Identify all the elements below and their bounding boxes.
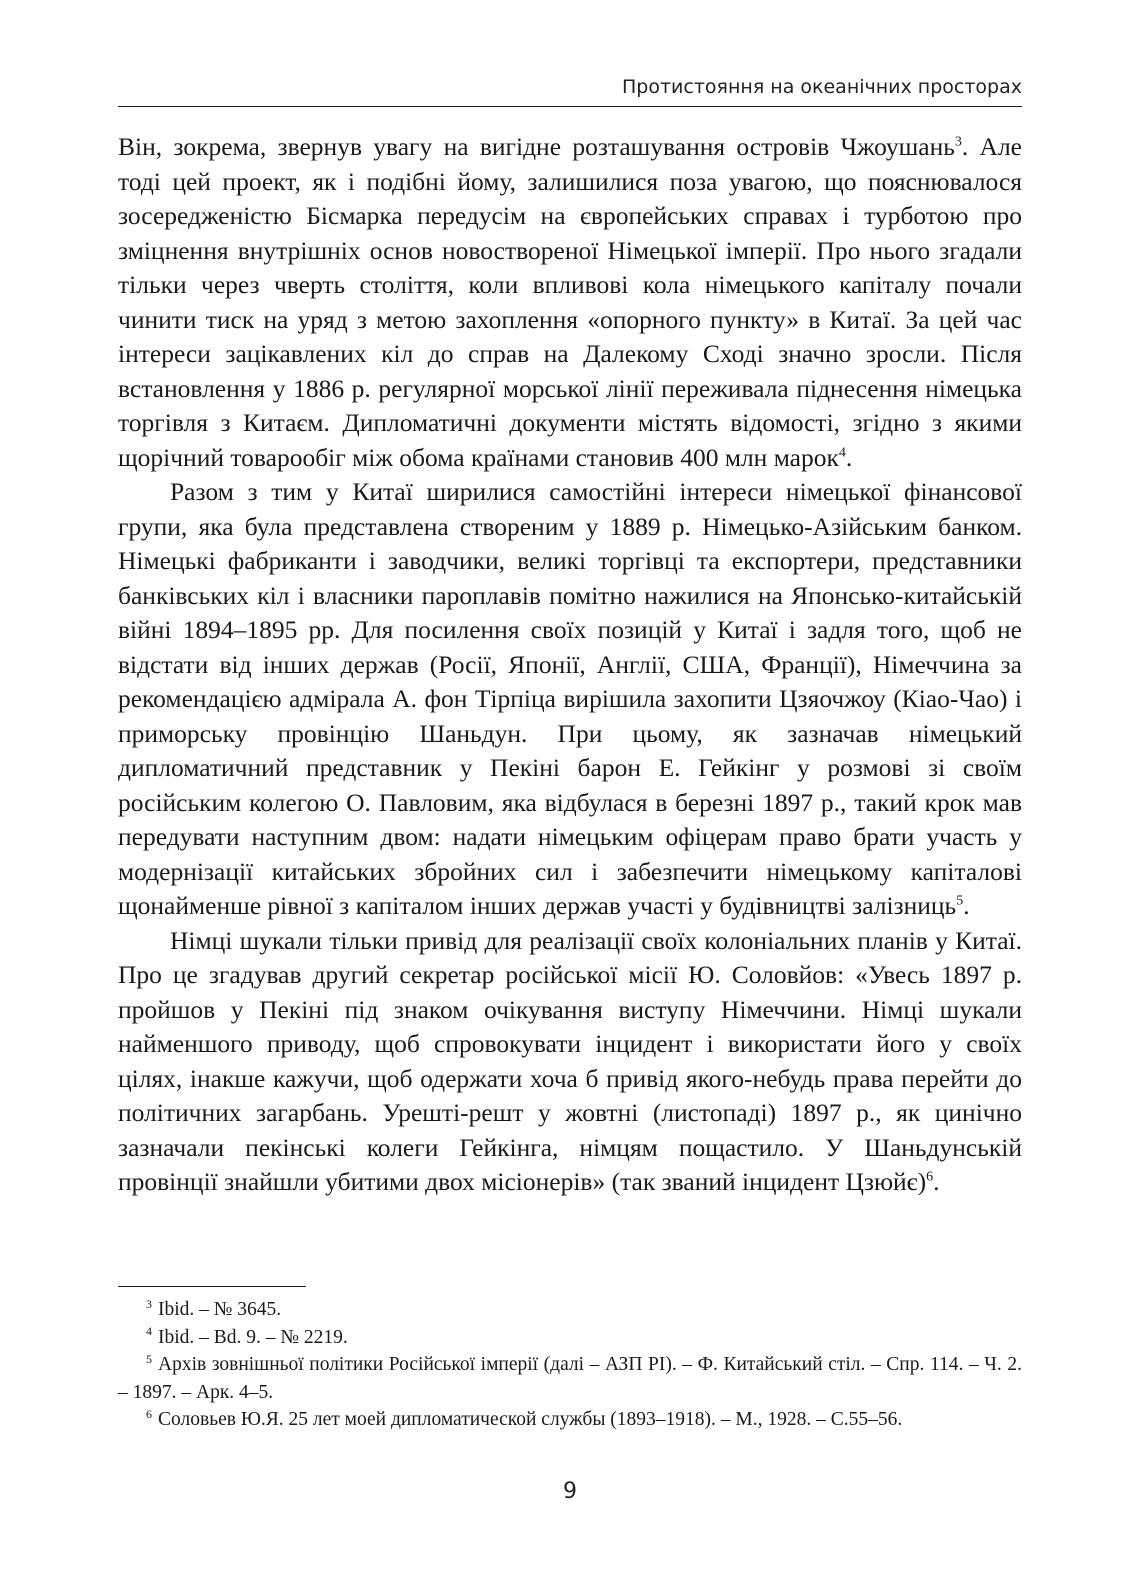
footnote-separator: [118, 1286, 306, 1287]
main-text: [118, 130, 1022, 1200]
text-run: Німці шукали тільки привід для реалізації своїх колоніальних планів у Китаї. Про це згадував другий секретар російської місії Ю. Соловйов: «Увесь 1897 р. пройшов у Пекіні під знаком очікування виступу Німеччини. Німці шукали найменшого приводу, щоб спровокувати інцидент і використати його у своїх цілях, інакше кажучи, щоб одержати хоча б привід якого-небудь права перейти до політичних загарбань. Урешті-решт у жовтні (листопаді) 1897 р., як цинічно зазначали пекінські колеги Гейкінга, німцям пощастило. У Шаньдунській провінції знайшли убитими двох місіонерів» (так званий інцидент Цзюйє): [118, 925, 1022, 1196]
text-run: .: [963, 891, 970, 920]
paragraph-2: [118, 475, 1022, 924]
header-rule: [118, 106, 1022, 107]
text-run: .: [933, 1167, 940, 1196]
page-number: 9: [563, 1479, 577, 1504]
footnote-text: Архів зовнішньої політики Російської імперії (далі – АЗП РІ). – Ф. Китайський стіл. – Спр. 114. – Ч. 2. – 1897. – Арк. 4–5.: [118, 1354, 1022, 1403]
text-run: . Але тоді цей проект, як і подібні йому, залишилися поза увагою, що пояснювалося зосередженістю Бісмарка передусім на європейських справах і турботою про зміцнення внутрішніх основ новоствореної Німецької імперії. Про нього згадали тільки через чверть століття, коли впливові кола німецького капіталу почали чинити тиск на уряд з метою захоплення «опорного пункту» в Китаї. За цей час інтереси зацікавлених кіл до справ на Далекому Сході значно зросли. Після встановлення у 1886 р. регулярної морської лінії переживала піднесення німецька торгівля з Китаєм. Дипломатичні документи містять відомості, згідно з якими щорічний товарообіг між обома країнами становив 400 млн марок: [118, 132, 1022, 472]
footnote-3: [118, 1296, 1022, 1324]
footnote-text: Ibid. – Bd. 9. – № 2219.: [158, 1326, 348, 1348]
footnote-4: [118, 1324, 1022, 1352]
footnote-ref-3[interactable]: 3: [954, 134, 962, 150]
footnote-mark: 5: [146, 1351, 152, 1366]
footnote-mark: 6: [146, 1406, 152, 1421]
text-run: Разом з тим у Китаї ширилися самостійні інтереси німецької фінансової групи, яка була представлена створеним у 1889 р. Німецько-Азійським банком. Німецькі фабриканти і заводчики, великі торгівці та експортери, представники банківських кіл і власники пароплавів помітно нажилися на Японсько-китайській війні 1894–1895 рр. Для посилення своїх позицій у Китаї і задля того, щоб не відстати від інших держав (Росії, Японії, Англії, США, Франції), Німеччина за рекомендацією адмірала А. фон Тірпіца вирішила захопити Цзяочжоу (Кіао-Чао) і приморську провінцію Шаньдун. При цьому, як зазначав німецький дипломатичний представник у Пекіні барон Е. Гейкінг у розмові зі своїм російським колегою О. Павловим, яка відбулася в березні 1897 р., такий крок мав передувати наступним двом: надати німецьким офіцерам право брати участь у модернізації китайських збройних сил і забезпечити німецькому капіталові щонайменше рівної з капіталом інших держав участі у будівництві залізниць: [118, 477, 1022, 920]
footnote-6: [118, 1406, 1022, 1434]
footnotes: [118, 1296, 1022, 1434]
footnote-mark: 4: [146, 1324, 152, 1338]
footnote-mark: 3: [146, 1296, 152, 1311]
running-title: Протистояння на океанічних просторах: [622, 76, 1022, 98]
footnote-ref-6[interactable]: 6: [926, 1169, 934, 1185]
footnote-ref-4[interactable]: 4: [838, 445, 846, 460]
footnote-5: [118, 1351, 1022, 1406]
paragraph-1: [118, 130, 1022, 475]
text-run: .: [845, 442, 853, 472]
text-run: Він, зокрема, звернув увагу на вигідне розташування островів Чжоушань: [118, 132, 955, 161]
footnote-ref-5[interactable]: 5: [956, 893, 964, 909]
footnote-text: Ibid. – № 3645.: [158, 1299, 282, 1320]
paragraph-3: [118, 924, 1022, 1200]
footnote-text: Соловьев Ю.Я. 25 лет моей дипломатической службы (1893–1918). – М., 1928. – С.55–56.: [158, 1409, 903, 1430]
